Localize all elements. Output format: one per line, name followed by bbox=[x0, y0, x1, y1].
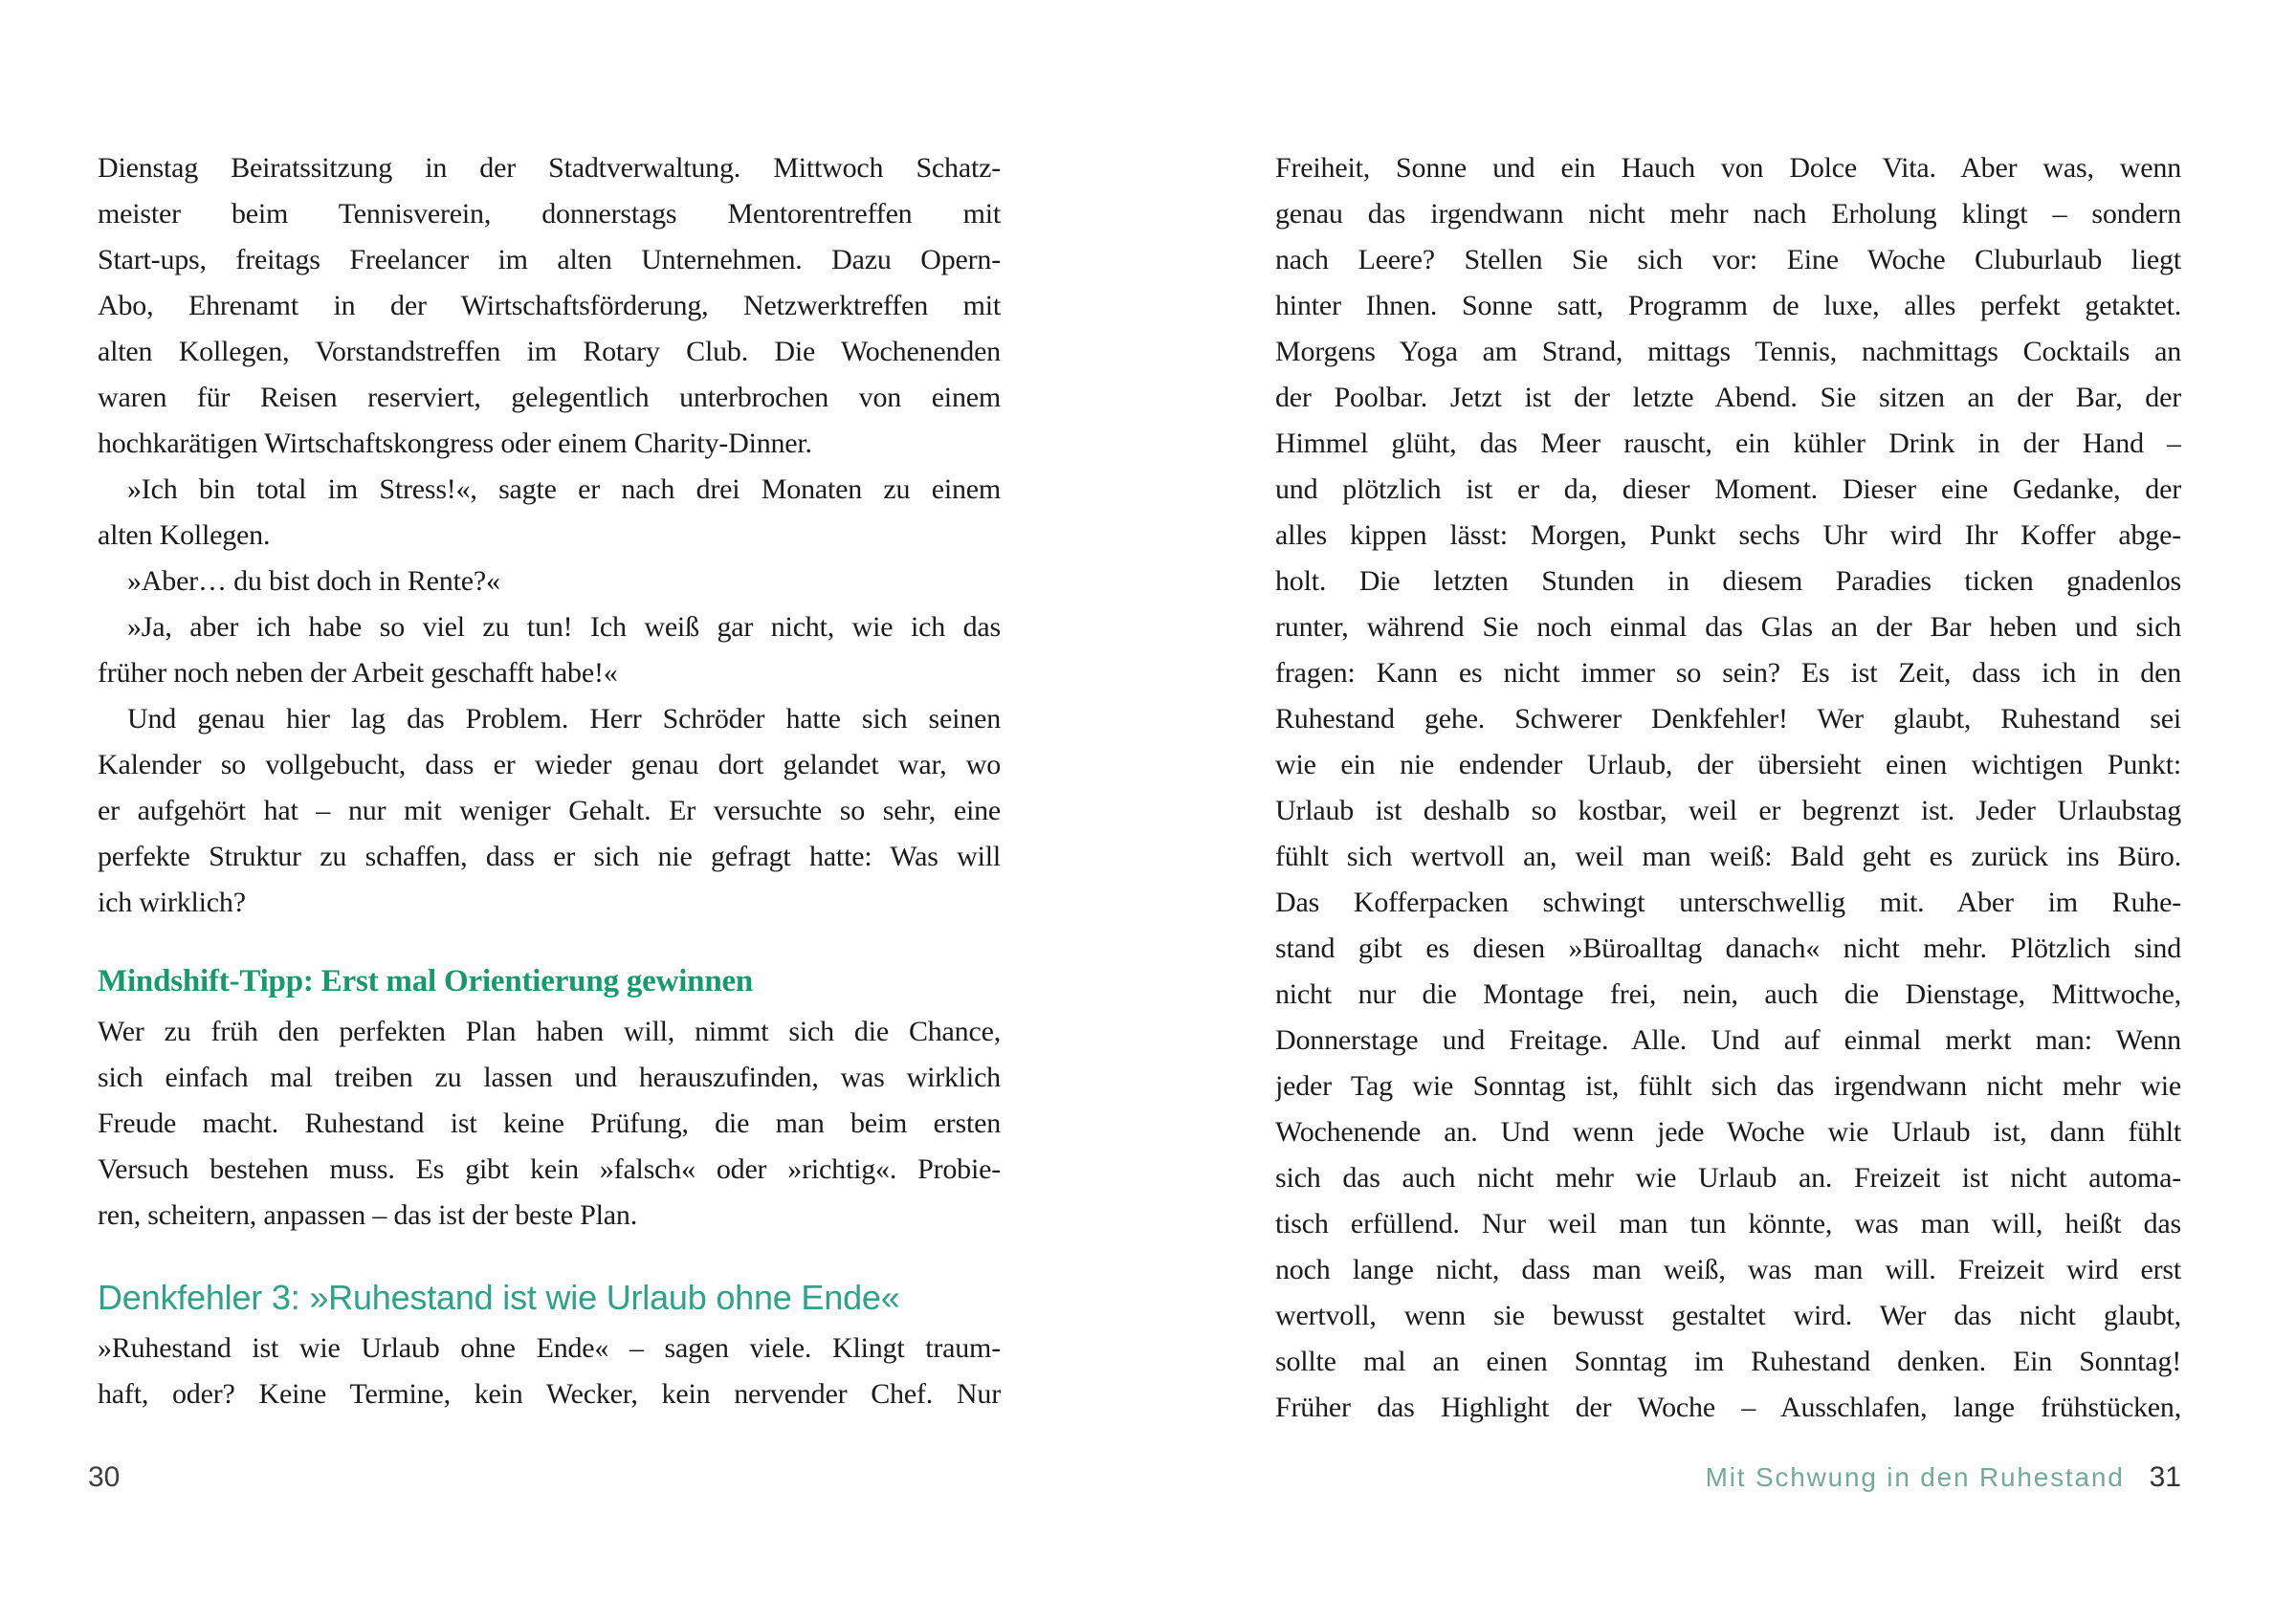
text-line: Abo, Ehrenamt in der Wirtschaftsförderung, Netzwerktreffen mit bbox=[98, 290, 1001, 321]
text-line: Urlaub ist deshalb so kostbar, weil er begrenzt ist. Jeder Urlaubstag bbox=[1275, 795, 2181, 826]
text-line: alten Kollegen. bbox=[98, 519, 271, 551]
text-line: ren, scheitern, anpassen – das ist der beste Plan. bbox=[98, 1199, 637, 1231]
text-line: waren für Reisen reserviert, gelegentlich unterbrochen von einem bbox=[98, 382, 1001, 413]
text-line: holt. Die letzten Stunden in diesem Paradies ticken gnadenlos bbox=[1275, 565, 2181, 597]
text-line: und plötzlich ist er da, dieser Moment. Dieser eine Gedanke, der bbox=[1275, 473, 2181, 505]
text-line: wertvoll, wenn sie bewusst gestaltet wird. Wer das nicht glaubt, bbox=[1275, 1300, 2181, 1331]
text-line: Morgens Yoga am Strand, mittags Tennis, nachmittags Cocktails an bbox=[1275, 336, 2181, 367]
text-line: sich das auch nicht mehr wie Urlaub an. Freizeit ist nicht automa- bbox=[1275, 1162, 2181, 1194]
text-line: sich einfach mal treiben zu lassen und herauszufinden, was wirklich bbox=[98, 1062, 1001, 1093]
text-line: Wochenende an. Und wenn jede Woche wie Urlaub ist, dann fühlt bbox=[1275, 1116, 2181, 1148]
text-line: Das Kofferpacken schwingt unterschwellig mit. Aber im Ruhe- bbox=[1275, 887, 2181, 918]
running-title: Mit Schwung in den Ruhestand bbox=[1705, 1462, 2125, 1492]
paragraph bbox=[1275, 145, 2181, 1431]
text-line: »Ruhestand ist wie Urlaub ohne Ende« – sagen viele. Klingt traum- bbox=[98, 1332, 1001, 1364]
text-line: hinter Ihnen. Sonne satt, Programm de luxe, alles perfekt getaktet. bbox=[1275, 290, 2181, 321]
paragraph bbox=[98, 145, 1001, 467]
text-line: Versuch bestehen muss. Es gibt kein »falsch« oder »richtig«. Probie- bbox=[98, 1153, 1001, 1185]
text-line: haft, oder? Keine Termine, kein Wecker, kein nervender Chef. Nur bbox=[98, 1378, 1001, 1410]
text-line: perfekte Struktur zu schaffen, dass er sich nie gefragt hatte: Was will bbox=[98, 841, 1001, 872]
text-line: noch lange nicht, dass man weiß, was man will. Freizeit wird erst bbox=[1275, 1254, 2181, 1285]
text-line: Donnerstage und Freitage. Alle. Und auf einmal merkt man: Wenn bbox=[1275, 1024, 2181, 1056]
paragraph bbox=[98, 1009, 1001, 1239]
text-line: früher noch neben der Arbeit geschafft habe!« bbox=[98, 657, 618, 689]
running-footer bbox=[1706, 1461, 2181, 1494]
text-line: fragen: Kann es nicht immer so sein? Es ist Zeit, dass ich in den bbox=[1275, 657, 2181, 689]
text-line: meister beim Tennisverein, donnerstags Mentorentreffen mit bbox=[98, 198, 1001, 230]
paragraph bbox=[98, 1326, 1001, 1417]
paragraph bbox=[98, 559, 1001, 604]
text-line: der Poolbar. Jetzt ist der letzte Abend. Sie sitzen an der Bar, der bbox=[1275, 382, 2181, 413]
text-line: Wer zu früh den perfekten Plan haben will, nimmt sich die Chance, bbox=[98, 1016, 1001, 1047]
text-line: »Ich bin total im Stress!«, sagte er nach drei Monaten zu einem bbox=[127, 473, 1001, 505]
text-line: wie ein nie endender Urlaub, der übersieht einen wichtigen Punkt: bbox=[1275, 749, 2181, 780]
text-line: ich wirklich? bbox=[98, 887, 246, 918]
text-line: Ruhestand gehe. Schwerer Denkfehler! Wer glaubt, Ruhestand sei bbox=[1275, 703, 2181, 735]
left-page-text-column bbox=[98, 145, 1001, 1417]
text-line: er aufgehört hat – nur mit weniger Gehalt. Er versuchte so sehr, eine bbox=[98, 795, 1001, 826]
text-line: hochkarätigen Wirtschaftskongress oder einem Charity-Dinner. bbox=[98, 428, 812, 459]
text-line: alles kippen lässt: Morgen, Punkt sechs Uhr wird Ihr Koffer abge- bbox=[1275, 519, 2181, 551]
page-number-right: 31 bbox=[2149, 1461, 2181, 1493]
text-line: sollte mal an einen Sonntag im Ruhestand denken. Ein Sonntag! bbox=[1275, 1346, 2181, 1377]
text-line: Freiheit, Sonne und ein Hauch von Dolce Vita. Aber was, wenn bbox=[1275, 152, 2181, 184]
text-line: Früher das Highlight der Woche – Ausschlafen, lange frühstücken, bbox=[1275, 1392, 2181, 1423]
text-line: Start-ups, freitags Freelancer im alten Unternehmen. Dazu Opern- bbox=[98, 244, 1001, 275]
text-line: tisch erfüllend. Nur weil man tun könnte, was man will, heißt das bbox=[1275, 1208, 2181, 1239]
text-line: »Ja, aber ich habe so viel zu tun! Ich weiß gar nicht, wie ich das bbox=[127, 611, 1001, 643]
paragraph bbox=[98, 604, 1001, 696]
text-line: genau das irgendwann nicht mehr nach Erholung klingt – sondern bbox=[1275, 198, 2181, 230]
text-line: »Aber… du bist doch in Rente?« bbox=[127, 565, 500, 597]
text-line: runter, während Sie noch einmal das Glas an der Bar heben und sich bbox=[1275, 611, 2181, 643]
text-line: Himmel glüht, das Meer rauscht, ein kühler Drink in der Hand – bbox=[1275, 428, 2181, 459]
text-line: Kalender so vollgebucht, dass er wieder genau dort gelandet war, wo bbox=[98, 749, 1001, 780]
text-line: Und genau hier lag das Problem. Herr Schröder hatte sich seinen bbox=[127, 703, 1001, 735]
mindshift-tipp-heading: Mindshift-Tipp: Erst mal Orientierung gewinnen bbox=[98, 964, 754, 998]
denkfehler-3-heading: Denkfehler 3: »Ruhestand ist wie Urlaub ohne Ende« bbox=[98, 1278, 900, 1317]
right-page-text-column bbox=[1275, 145, 2181, 1431]
text-line: stand gibt es diesen »Büroalltag danach« nicht mehr. Plötzlich sind bbox=[1275, 932, 2181, 964]
page-number-left: 30 bbox=[88, 1461, 121, 1493]
text-line: alten Kollegen, Vorstandstreffen im Rotary Club. Die Wochenenden bbox=[98, 336, 1001, 367]
paragraph bbox=[98, 696, 1001, 926]
text-line: Freude macht. Ruhestand ist keine Prüfung, die man beim ersten bbox=[98, 1108, 1001, 1139]
text-line: fühlt sich wertvoll an, weil man weiß: Bald geht es zurück ins Büro. bbox=[1275, 841, 2181, 872]
text-line: nach Leere? Stellen Sie sich vor: Eine Woche Cluburlaub liegt bbox=[1275, 244, 2181, 275]
paragraph bbox=[98, 467, 1001, 559]
text-line: jeder Tag wie Sonntag ist, fühlt sich das irgendwann nicht mehr wie bbox=[1275, 1070, 2181, 1102]
text-line: Dienstag Beiratssitzung in der Stadtverwaltung. Mittwoch Schatz- bbox=[98, 152, 1001, 184]
text-line: nicht nur die Montage frei, nein, auch die Dienstage, Mittwoche, bbox=[1275, 978, 2181, 1010]
